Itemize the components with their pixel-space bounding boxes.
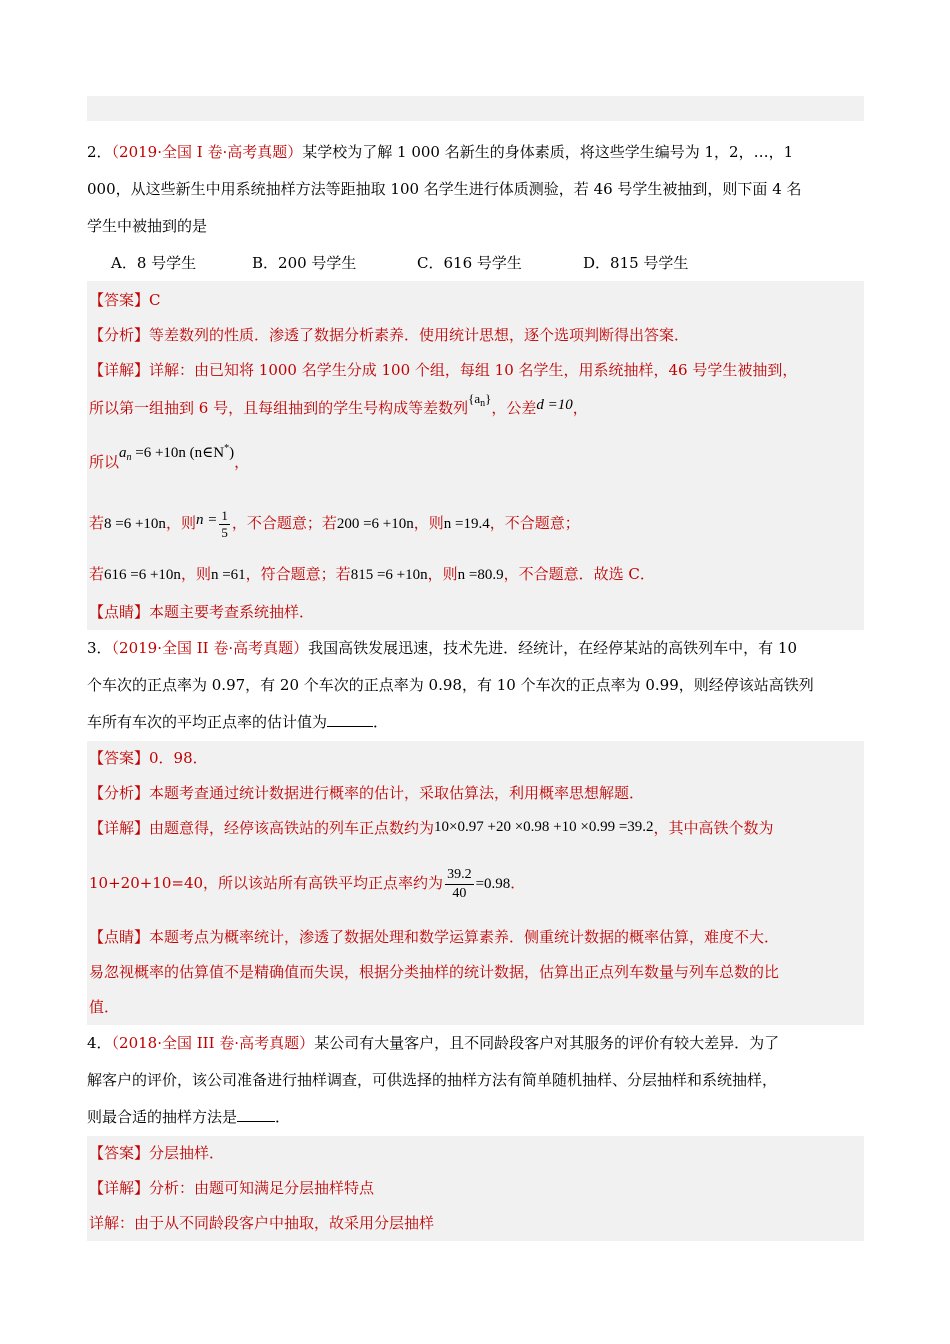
question-4-stem: 4．（2018·全国 III 卷·高考真题）某公司有大量客户，且不同龄段客户对其服务的评价有较大差异．为了 bbox=[87, 1034, 780, 1052]
answer-value: 0．98． bbox=[149, 749, 208, 767]
note-line: 【点睛】本题主要考查系统抽样． bbox=[89, 603, 315, 621]
answer-line: 【答案】C bbox=[89, 291, 161, 309]
question-source-tag: （2019·全国 I 卷·高考真题） bbox=[111, 143, 303, 161]
sum-expression: 10×0.97 +20 ×0.98 +10 ×0.99 =39.2 bbox=[434, 819, 654, 835]
detail-line-4: 若8 =6 +10n，则n = $\frac{1}{5}$ ，不合题意；若200 =6 +10n，则n =19.4，不合题意； bbox=[89, 507, 580, 540]
option-d: D．815 号学生 bbox=[583, 254, 689, 272]
detail-line-5: 若616 =6 +10n，则n =61，符合题意；若815 =6 +10n，则n =80.9，不合题意．故选 C． bbox=[89, 565, 655, 583]
previous-solution-band bbox=[87, 96, 864, 121]
answer-blank bbox=[327, 712, 373, 727]
option-c: C．616 号学生 bbox=[417, 254, 522, 272]
detail-line-2: 10+20+10=40，所以该站所有高铁平均正点率约为 $\frac{39.2}{40}$ =0.98． bbox=[89, 866, 526, 901]
question-2-stem-line-2: 000，从这些新生中用系统抽样方法等距抽取 100 名学生进行体质测验，若 46 号学生被抽到，则下面 4 名 bbox=[87, 180, 802, 198]
question-4 bbox=[87, 1025, 864, 1241]
question-2-stem-line-3: 学生中被抽到的是 bbox=[87, 217, 208, 235]
question-4-stem-line-2: 解客户的评价，该公司准备进行抽样调查，可供选择的抽样方法有简单随机抽样、分层抽样和系统抽样， bbox=[87, 1071, 778, 1089]
question-2-options bbox=[87, 245, 864, 281]
detail-line-2: 详解：由于从不同龄段客户中抽取，故采用分层抽样 bbox=[89, 1214, 435, 1232]
document-page bbox=[87, 96, 864, 1241]
detail-line-2: 所以第一组抽到 6 号，且每组抽到的学生号构成等差数列$\{a_n\}$，公差d =10， bbox=[89, 391, 588, 417]
question-source-tag: （2019·全国 II 卷·高考真题） bbox=[111, 639, 309, 657]
general-term-formula: $a_n =6 +10n$ (n∈N*) bbox=[119, 443, 235, 463]
question-3-stem: 3．（2019·全国 II 卷·高考真题）我国高铁发展迅速，技术先进．经统计，在经停某站的高铁列车中，有 10 bbox=[87, 639, 798, 657]
equation-815: 815 =6 +10n bbox=[350, 567, 428, 583]
question-source-tag: （2018·全国 III 卷·高考真题） bbox=[111, 1034, 315, 1052]
answer-value: C bbox=[149, 291, 161, 309]
option-b: B．200 号学生 bbox=[252, 254, 357, 272]
option-a: A．8 号学生 bbox=[111, 254, 197, 272]
question-3-stem-line-3: 车所有车次的平均正点率的估计值为 ． bbox=[87, 713, 389, 731]
question-number: 2． bbox=[87, 143, 112, 161]
analysis-line: 【分析】等差数列的性质．渗透了数据分析素养．使用统计思想，逐个选项判断得出答案． bbox=[89, 326, 690, 344]
question-3 bbox=[87, 630, 864, 1025]
question-3-solution bbox=[87, 741, 864, 1025]
note-line-1: 【点睛】本题考点为概率统计，渗透了数据处理和数学运算素养．侧重统计数据的概率估算，难度不大． bbox=[89, 928, 780, 946]
note-line-2: 易忽视概率的估算值不是精确值而失误，根据分类抽样的统计数据，估算出正点列车数量与列车总数的比 bbox=[89, 963, 780, 981]
sequence-notation: $\{a_n\}$ bbox=[468, 391, 492, 409]
question-3-stem-line-2: 个车次的正点率为 0.97，有 20 个车次的正点率为 0.98，有 10 个车次的正点率为 0.99，则经停该站高铁列 bbox=[87, 676, 814, 694]
detail-line-3: 所以$a_n =6 +10n$ (n∈N*)， bbox=[89, 443, 250, 471]
equation-8: 8 =6 +10n bbox=[104, 516, 166, 532]
question-2-solution bbox=[87, 281, 864, 630]
note-line-3: 值． bbox=[89, 998, 120, 1016]
analysis-line: 【分析】本题考查通过统计数据进行概率的估计，采取估算法，利用概率思想解题． bbox=[89, 784, 645, 802]
answer-blank bbox=[237, 1107, 275, 1122]
fraction-39-2-over-40: $\frac{39.2}{40}$ bbox=[447, 866, 472, 901]
fraction-one-fifth: $\frac{1}{5}$ bbox=[221, 507, 228, 540]
question-2 bbox=[87, 134, 864, 630]
detail-line-1: 【详解】由题意得，经停该高铁站的列车正点数约为10×0.97 +20 ×0.98 +10 ×0.99 =39.2，其中高铁个数为 bbox=[89, 819, 774, 837]
equation-200: 200 =6 +10n bbox=[336, 516, 414, 532]
answer-value: 分层抽样． bbox=[149, 1144, 225, 1162]
detail-line-1: 【详解】分析：由题可知满足分层抽样特点 bbox=[89, 1179, 375, 1197]
question-4-stem-line-3: 则最合适的抽样方法是 ． bbox=[87, 1108, 291, 1126]
answer-line: 【答案】0．98． bbox=[89, 749, 208, 767]
equation-616: 616 =6 +10n bbox=[104, 567, 181, 583]
common-difference: d =10 bbox=[536, 397, 573, 413]
question-4-solution bbox=[87, 1136, 864, 1241]
question-2-stem: 2．（2019·全国 I 卷·高考真题）某学校为了解 1 000 名新生的身体素质，将这些学生编号为 1，2，…，1 bbox=[87, 143, 794, 161]
detail-line-1: 【详解】详解：由已知将 1000 名学生分成 100 个组，每组 10 名学生，用系统抽样，46 号学生被抽到， bbox=[89, 361, 798, 379]
answer-line: 【答案】分层抽样． bbox=[89, 1144, 225, 1162]
